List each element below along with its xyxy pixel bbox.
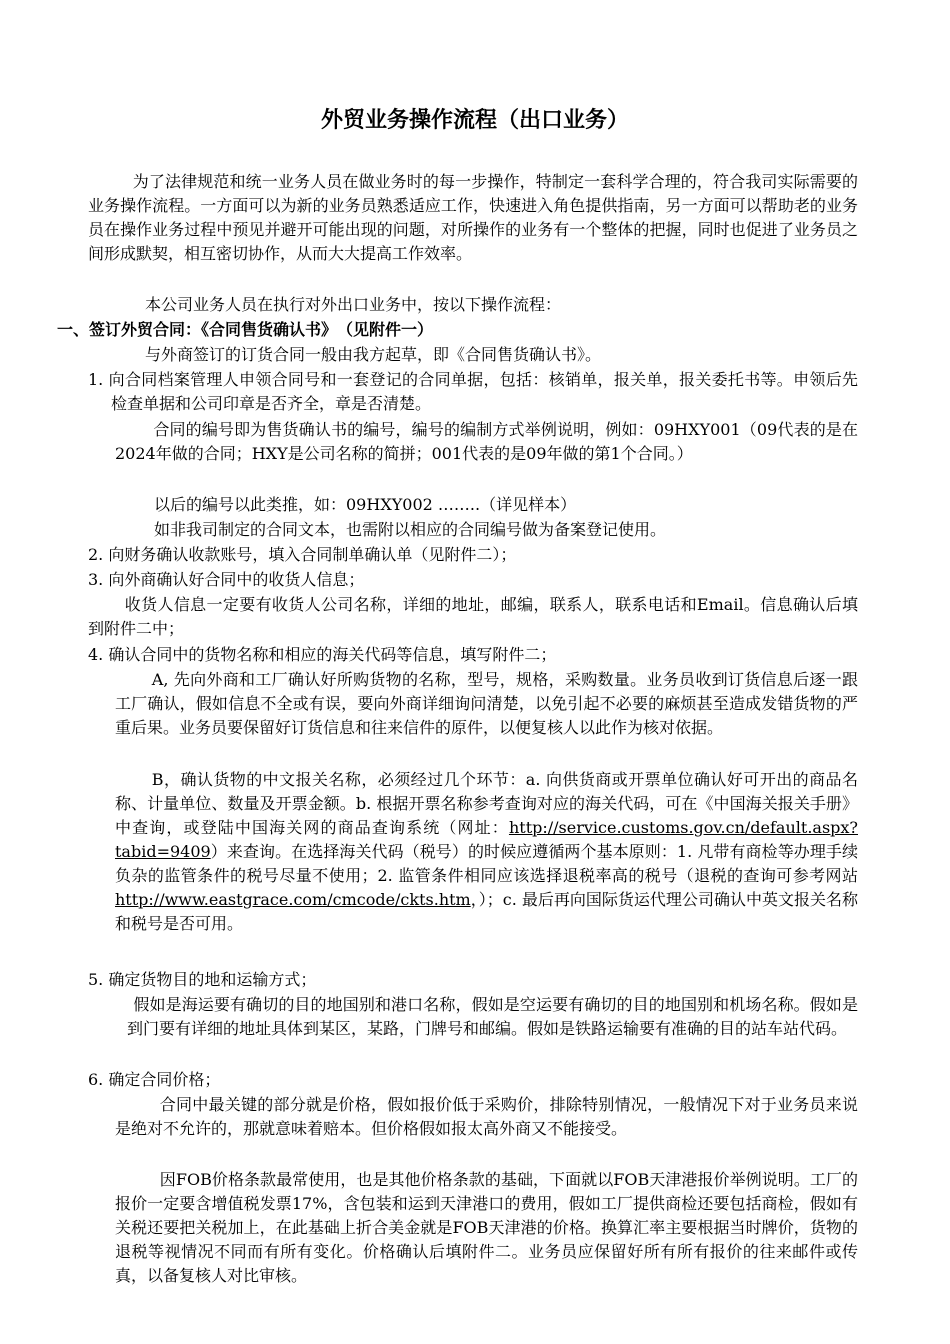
item-1-numbering-example: 以后的编号以此类推，如：09HXY002 ……..（详见样本） xyxy=(154,495,577,514)
item-4-customs-name xyxy=(115,768,858,936)
customs-text-part-3: ，）；c. 最后再向国际货运代理公司确认中英文报关名称和税号是否可用。 xyxy=(115,890,858,933)
item-6-price-importance: 合同中最关键的部分就是价格，假如报价低于采购价，排除特别情况，一般情况下对于业务员来说是绝对不允许的，那就意味着赔本。但价格假如报太高外商又不能接受。 xyxy=(115,1095,858,1138)
item-4: 4. 确认合同中的货物名称和相应的海关代码等信息，填写附件二； xyxy=(88,645,557,664)
item-6: 6. 确定合同价格； xyxy=(88,1070,221,1089)
item-3: 3. 向外商确认好合同中的收货人信息； xyxy=(88,570,365,589)
tax-rebate-link[interactable]: http://www.eastgrace.com/cmcode/ckts.htm xyxy=(115,890,471,909)
item-5-destination-details: 假如是海运要有确切的目的地国别和港口名称，假如是空运要有确切的目的地国别和机场名称。假如是到门要有详细的地址具体到某区，某路，门牌号和邮编。假如是铁路运输要有准确的目的站车站代码。 xyxy=(127,995,858,1038)
item-3-consignee-info: 收货人信息一定要有收货人公司名称，详细的地址，邮编，联系人，联系电话和Email。信息确认后填到附件二中； xyxy=(88,595,858,638)
customs-text-part-1: B，确认货物的中文报关名称，必须经过几个环节：a. 向供货商或开票单位确认好可开出的商品名称、计量单位、数量及开票金额。b. 根据开票名称参考查询对应的海关代码，可在《中国海关报关手册》中查询，或登陆中国海关网的商品查询系统（网址： xyxy=(115,770,858,837)
intro-paragraph-2: 本公司业务人员在执行对外出口业务中，按以下操作流程： xyxy=(145,295,562,314)
item-1: 1. 向合同档案管理人申领合同号和一套登记的合同单据，包括：核销单，报关单，报关委托书等。申领后先检查单据和公司印章是否齐全，章是否清楚。 xyxy=(88,370,858,413)
item-6-fob-example: 因FOB价格条款最常使用，也是其他价格条款的基础，下面就以FOB天津港报价举例说明。工厂的报价一定要含增值税发票17%，含包装和运到天津港口的费用，假如工厂提供商检还要包括商检，假如有关税还要把关税加上，在此基础上折合美金就是FOB天津港的价格。换算汇率主要根据当时牌价，货物的退税等视情况不同而有所有变化。价格确认后填附件二。业务员应保留好所有所有报价的往来邮件或传真，以备复核人对比审核。 xyxy=(115,1170,858,1285)
item-4-goods-confirmation: A, 先向外商和工厂确认好所购货物的名称，型号，规格，采购数量。业务员收到订货信息后逐一跟工厂确认，假如信息不全或有误，要向外商详细询问清楚，以免引起不必要的麻烦甚至造成发错货物的严重后果。业务员要保留好订货信息和往来信件的原件，以便复核人以此作为核对依据。 xyxy=(115,670,858,737)
intro-paragraph-1: 为了法律规范和统一业务人员在做业务时的每一步操作，特制定一套科学合理的，符合我司实际需要的业务操作流程。一方面可以为新的业务员熟悉适应工作，快速进入角色提供指南，另一方面可以帮助老的业务员在操作业务过程中预见并避开可能出现的问题，对所操作的业务有一个整体的把握，同时也促进了业务员之间形成默契，相互密切协作，从而大大提高工作效率。 xyxy=(88,172,858,263)
item-1-numbering-rule: 合同的编号即为售货确认书的编号，编号的编制方式举例说明，例如：09HXY001（09代表的是在2024年做的合同；HXY是公司名称的简拼；001代表的是09年做的第1个合同。） xyxy=(115,420,858,463)
item-5: 5. 确定货物目的地和运输方式； xyxy=(88,970,317,989)
customs-query-link[interactable]: http://service.customs.gov.cn/default.aspx?tabid=9409 xyxy=(115,818,858,861)
section-heading-contract: 一、签订外贸合同：《合同售货确认书》 （见附件一） xyxy=(57,320,434,339)
item-1-external-contract-note: 如非我司制定的合同文本，也需附以相应的合同编号做为备案登记使用。 xyxy=(154,520,667,539)
customs-text-part-2: ）来查询。在选择海关代码（税号）的时候应遵循两个基本原则：1. 凡带有商检等办理手续负杂的监管条件的税号尽量不使用；2. 监管条件相同应该选择退税率高的税号（退税的查询可参考网站 xyxy=(115,842,858,885)
item-2: 2. 向财务确认收款账号，填入合同制单确认单（见附件二）； xyxy=(88,545,517,564)
document-title: 外贸业务操作流程（出口业务） xyxy=(320,107,629,133)
section-lead: 与外商签订的订货合同一般由我方起草，即《合同售货确认书》。 xyxy=(145,345,602,364)
